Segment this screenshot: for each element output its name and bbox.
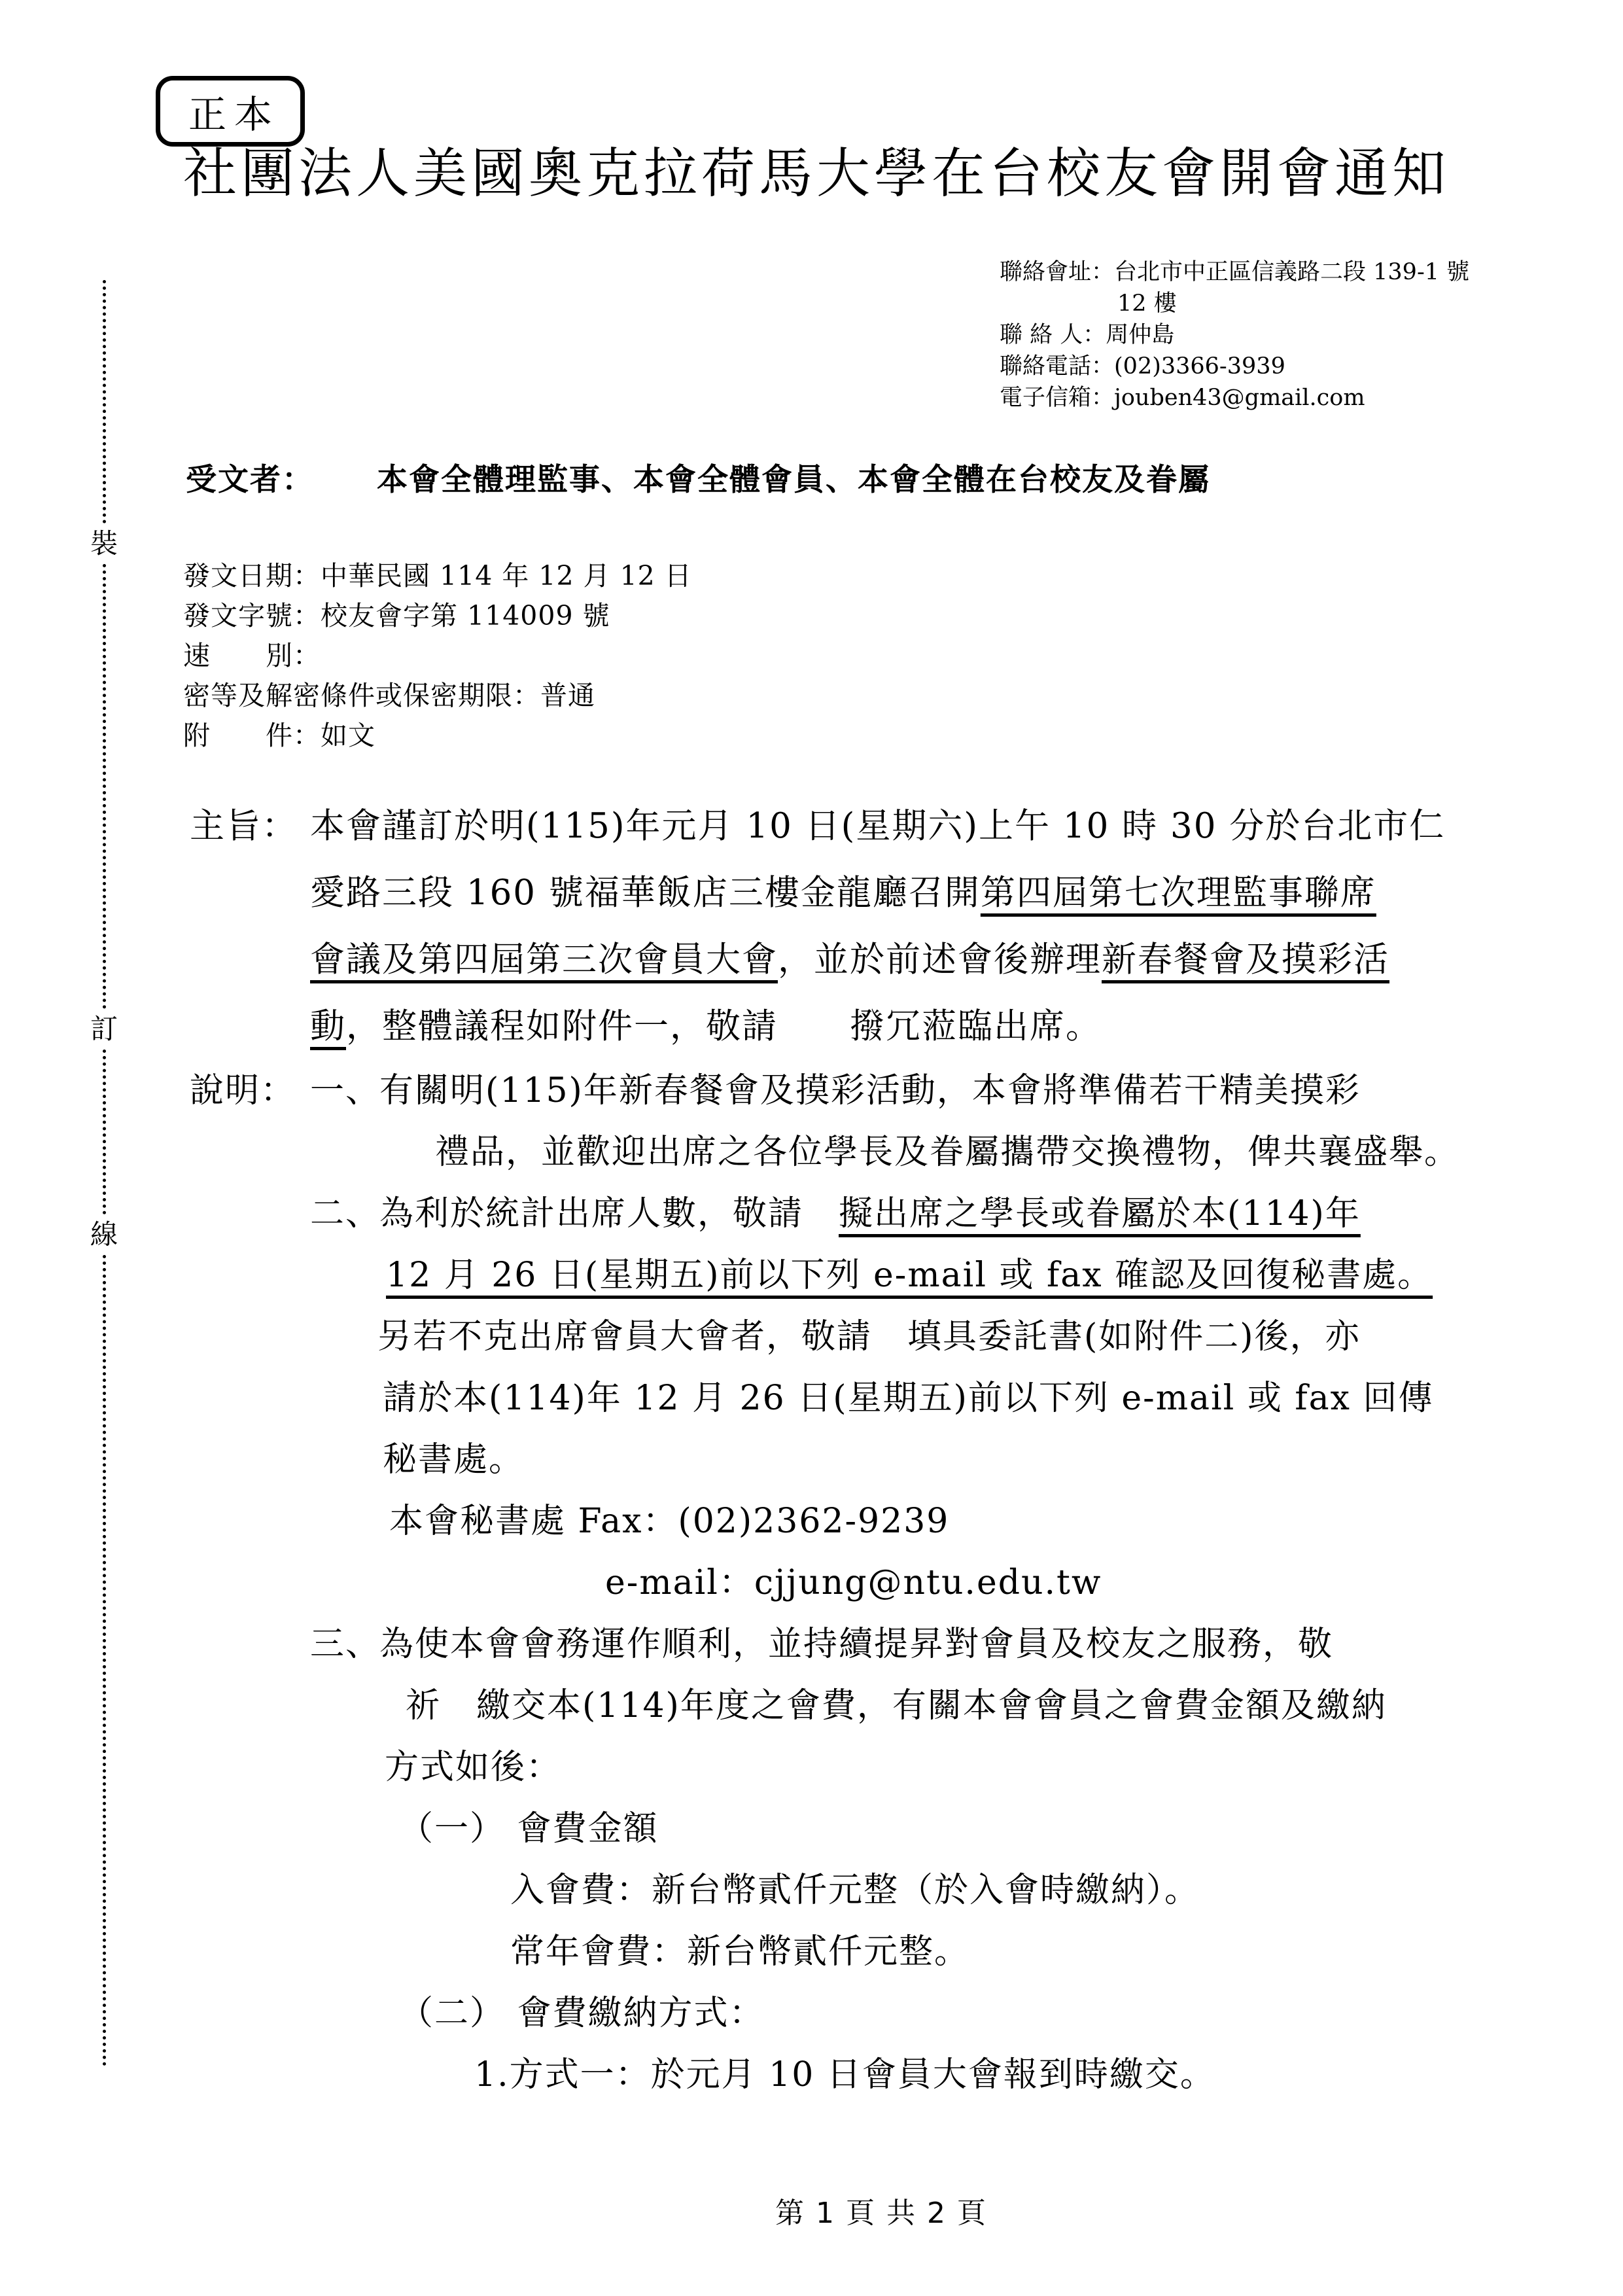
meta-ref-number xyxy=(183,596,692,636)
meta-attachment-value: 如文 xyxy=(321,720,375,751)
description-label: 說明： xyxy=(190,1071,296,1110)
meta-attachment-label: 附 件： xyxy=(183,720,321,751)
fax-number: 本會秘書處 Fax：(02)2362-9239 xyxy=(389,1502,950,1541)
description-text: 有關明(115)年新春餐會及摸彩活動，本會將準備若干精美摸彩 xyxy=(379,1071,1361,1110)
description-text: （二） 會費繳納方式： xyxy=(399,1994,765,2033)
subject-text: ，並於前述會後辦理 xyxy=(778,940,1102,980)
description-text: 為利於統計出席人數，敬請 xyxy=(379,1194,839,1233)
recipient-value: 本會全體理監事、本會全體會員、本會全體在台校友及眷屬 xyxy=(377,462,1210,498)
description-item1-line1 xyxy=(190,1060,1459,1122)
description-text: （一） 會費金額 xyxy=(399,1809,659,1848)
description-underlined-text: 擬出席之學長或眷屬於本(114)年 xyxy=(839,1194,1361,1233)
binding-char-zhuang: 裝 xyxy=(90,527,118,559)
description-item3-line3 xyxy=(190,1737,1459,1798)
contact-email xyxy=(1000,382,1469,414)
description-text: 另若不克出席會員大會者，敬請 填具委託書(如附件二)後，亦 xyxy=(377,1317,1361,1356)
subject-section xyxy=(190,793,1445,1060)
fee-amount-heading xyxy=(190,1798,1459,1860)
contact-email-label: 電子信箱： xyxy=(1000,385,1115,411)
meta-date xyxy=(183,556,692,596)
binding-char-ding: 訂 xyxy=(90,1013,118,1045)
recipient-label: 受文者： xyxy=(186,462,314,498)
contact-phone xyxy=(1000,351,1469,382)
secretariat-fax-line xyxy=(190,1491,1459,1552)
description-text: 常年會費：新台幣貳仟元整。 xyxy=(510,1932,970,1971)
subject-underlined-text: 新春餐會及摸彩活 xyxy=(1102,940,1389,980)
description-item2-line5 xyxy=(190,1429,1459,1491)
meta-date-label: 發文日期： xyxy=(183,560,321,592)
email-address: e-mail：cjjung@ntu.edu.tw xyxy=(605,1563,1102,1602)
description-item2-line4 xyxy=(190,1368,1459,1429)
subject-underlined-text: 第四屆第七次理監事聯席 xyxy=(980,873,1376,913)
meta-secrecy-label: 密等及解密條件或保密期限： xyxy=(183,680,540,711)
binding-char-xian: 線 xyxy=(90,1218,118,1250)
description-underlined-text: 12 月 26 日(星期五)前以下列 e-mail 或 fax 確認及回復秘書處。 xyxy=(386,1256,1433,1295)
subject-text: ，整體議程如附件一，敬請 撥冗蒞臨出席。 xyxy=(346,1006,1102,1046)
contact-address xyxy=(1000,256,1469,288)
contact-phone-value: (02)3366-3939 xyxy=(1114,353,1285,380)
description-item3-line1 xyxy=(190,1614,1459,1675)
meta-secrecy-value: 普通 xyxy=(540,680,595,711)
subject-underlined-text: 動 xyxy=(310,1006,346,1046)
description-item2-line1 xyxy=(190,1183,1459,1245)
subject-text: 愛路三段 160 號福華飯店三樓金龍廳召開 xyxy=(310,873,981,913)
document-title: 社團法人美國奧克拉荷馬大學在台校友會開會通知 xyxy=(183,143,1450,205)
document-meta xyxy=(183,556,692,756)
description-text: 祈 繳交本(114)年度之會費，有關本會會員之會費金額及繳納 xyxy=(406,1686,1387,1725)
description-item2-line2 xyxy=(190,1245,1459,1306)
binding-dotted-line xyxy=(103,1050,106,1214)
subject-line-2 xyxy=(190,860,1445,927)
description-item2-line3 xyxy=(190,1306,1459,1368)
meta-speed xyxy=(183,636,692,676)
meta-speed-label: 速 別： xyxy=(183,640,321,671)
binding-dotted-line xyxy=(103,280,106,523)
description-section xyxy=(190,1060,1459,2106)
copy-stamp: 正本 xyxy=(156,76,305,147)
meta-attachment xyxy=(183,716,692,756)
description-item3-line2 xyxy=(190,1675,1459,1737)
contact-address-line2 xyxy=(1000,288,1469,319)
binding-dotted-line xyxy=(103,1255,106,2066)
contact-address-value2: 12 樓 xyxy=(1117,291,1177,317)
binding-dotted-line xyxy=(103,564,106,1009)
description-item1-line2 xyxy=(190,1122,1459,1183)
meta-date-value: 中華民國 114 年 12 月 12 日 xyxy=(321,560,692,592)
subject-label: 主旨： xyxy=(190,806,298,846)
subject-underlined-text: 會議及第四屆第三次會員大會 xyxy=(310,940,778,980)
entry-fee-line xyxy=(190,1860,1459,1921)
contact-email-value: jouben43@gmail.com xyxy=(1114,385,1365,411)
subject-line-1 xyxy=(190,793,1445,860)
meta-ref-label: 發文字號： xyxy=(183,600,321,631)
meta-ref-value: 校友會字第 114009 號 xyxy=(321,600,610,631)
contact-person-label: 聯 絡 人： xyxy=(1000,322,1106,348)
description-text: 為使本會會務運作順利，並持續提昇對會員及校友之服務，敬 xyxy=(379,1625,1334,1664)
contact-person-value: 周仲島 xyxy=(1106,322,1175,348)
description-text: 入會費：新台幣貳仟元整（於入會時繳納）。 xyxy=(510,1871,1200,1910)
contact-address-label: 聯絡會址： xyxy=(1000,259,1115,285)
fee-payment-heading xyxy=(190,1983,1459,2044)
subject-line-3 xyxy=(190,927,1445,993)
subject-text: 本會謹訂於明(115)年元月 10 日(星期六)上午 10 時 30 分於台北市仁 xyxy=(310,806,1446,846)
payment-method1-line xyxy=(190,2044,1459,2106)
secretariat-email-line xyxy=(190,1552,1459,1614)
item-number: 三、 xyxy=(310,1625,381,1664)
meta-secrecy xyxy=(183,676,692,716)
description-text: 請於本(114)年 12 月 26 日(星期五)前以下列 e-mail 或 fax 回傳 xyxy=(383,1379,1434,1418)
item-number: 一、 xyxy=(310,1071,381,1110)
description-text: 禮品，並歡迎出席之各位學長及眷屬攜帶交換禮物，俾共襄盛舉。 xyxy=(435,1133,1460,1172)
contact-phone-label: 聯絡電話： xyxy=(1000,353,1115,380)
description-text: 1.方式一：於元月 10 日會員大會報到時繳交。 xyxy=(474,2055,1215,2094)
subject-line-4 xyxy=(190,993,1445,1060)
binding-margin xyxy=(90,280,118,2066)
description-text: 秘書處。 xyxy=(383,1440,525,1479)
contact-person xyxy=(1000,319,1469,351)
page-footer: 第 1 頁 共 2 頁 xyxy=(775,2197,987,2230)
item-number: 二、 xyxy=(310,1194,381,1233)
contact-info xyxy=(1000,256,1469,414)
recipient-line xyxy=(186,455,1210,499)
contact-address-value: 台北市中正區信義路二段 139-1 號 xyxy=(1114,259,1470,285)
annual-fee-line xyxy=(190,1921,1459,1983)
description-text: 方式如後： xyxy=(385,1748,562,1787)
